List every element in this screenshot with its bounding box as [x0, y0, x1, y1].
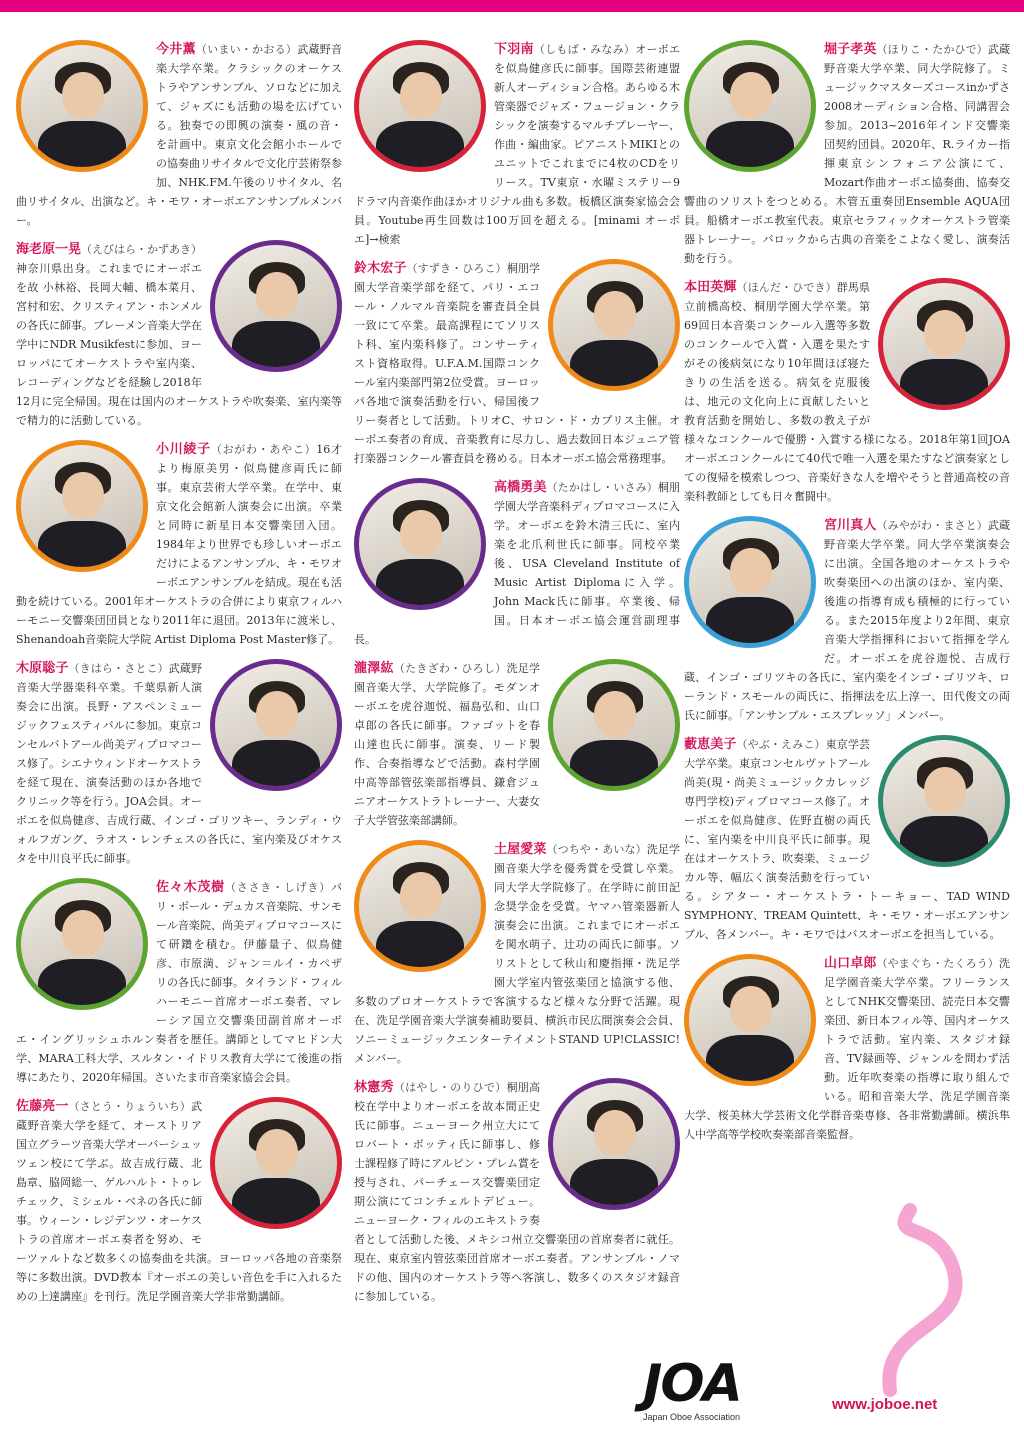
bio-text: 16才より梅原美男・似鳥健彦両氏に師事。東京芸術大学卒業。在学中、東京文化会館新人演奏会に出演。卒業と同時に新星日本交響楽団入団。1984年より世界でも珍しいオーボエだけによるアンサンブル、キ・モワオーボエアンサンブルを結成。現在も活動を続けている。2001年オーケストラの合併により東京フィルハーモニー交響楽団団員となり2011年に退団。2013年に渡米し、Shenandoah音楽院大学院 Artist Diploma Post Master修了。	[16, 443, 342, 646]
bio-kana: （たきざわ・ひろし）	[393, 662, 507, 675]
portrait-icon	[354, 40, 486, 172]
portrait-icon	[684, 516, 816, 648]
bio-kana: （みやがわ・まさと）	[876, 519, 988, 532]
bio-kana: （ささき・しげき）	[224, 881, 331, 894]
bio-yabu	[684, 735, 1010, 944]
bio-kana: （やまぐち・たくろう）	[876, 957, 999, 970]
bio-kana: （おがわ・あやこ）	[210, 443, 317, 456]
column-middle	[354, 40, 680, 1316]
bio-kana: （すずき・ひろこ）	[406, 262, 507, 275]
portrait-icon	[16, 40, 148, 172]
portrait-icon	[878, 278, 1010, 410]
portrait-icon	[210, 659, 342, 791]
bio-text: 洗足学園音楽大学卒業。フリーランスとしてNHK交響楽団、読売日本交響楽団、新日本フィル等、国内オーケストラで活動。室内楽、スタジオ録音、TV録画等、ジャンルを問わず活動。近年吹奏楽の指導に取り組んでいる。昭和音楽大学、洗足学園音楽大学、桜美林大学芸術文化学群音楽専修、各非常勤講師。横浜隼人中学高等学校吹奏楽部音楽監督。	[684, 957, 1010, 1141]
bio-name: 土屋愛菜	[494, 842, 547, 857]
bio-text: 洗足学園音楽大学を優秀賞を受賞し卒業。同大学大学院修了。在学時に前田記念奨学金を受賞。ヤマハ管楽器新人演奏会に出演。これまでにオーボエを関水萌子、辻功の両氏に師事。ソリストとして秋山和慶指揮・洗足学園大学室内管弦楽団と協演する他、多数のプロオーケストラで客演するなど様々な分野で活躍。現在、洗足学園音楽大学演奏補助要員、横浜市民広間演奏会会員、ソニーミュージックエンターテイメントSTAND UP!CLASSIC!メンバー。	[354, 843, 680, 1065]
bio-name: 佐藤亮一	[16, 1099, 69, 1114]
portrait-icon	[684, 40, 816, 172]
portrait-icon	[16, 440, 148, 572]
bio-name: 堀子孝英	[824, 42, 877, 57]
bio-text: 洗足学園音楽大学、大学院修了。モダンオーボエを虎谷迦悦、福島弘和、山口卓郎の各氏に師事。ファゴットを春山達也氏に師事。演奏、リード製作、合奏指導などで活動。森村学園中高等部管弦楽部指導員、鎌倉ジュニアオーケストラトレーナー、大妻女子大学管弦楽部講師。	[354, 662, 541, 827]
bio-name: 木原聡子	[16, 661, 69, 676]
bio-name: 鈴木宏子	[354, 261, 407, 276]
portrait-icon	[16, 878, 148, 1010]
bio-ogawa	[16, 440, 342, 649]
top-accent-bar	[0, 0, 1024, 12]
decorative-swirl-icon	[870, 1200, 990, 1400]
logo-mark: JOA	[643, 1354, 741, 1414]
bio-name: 海老原一晃	[16, 242, 82, 257]
bio-ebihara	[16, 240, 342, 430]
bio-text: 桐朋学園大学音楽科ディプロマコースに入学。オーボエを鈴木清三氏に、室内楽を北爪利世氏に師事。同校卒業後、USA Cleveland Institute of Music Artist Diplomaに入学。John Mack氏に師事。卒業後、帰国。日本オーボエ協会運営副理事長。	[354, 481, 680, 646]
bio-name: 下羽南	[494, 42, 534, 57]
bio-kana: （つちや・あいな）	[546, 843, 647, 856]
portrait-icon	[210, 1097, 342, 1229]
bio-name: 林憲秀	[354, 1080, 394, 1095]
bio-kana: （はやし・のりひで）	[393, 1081, 507, 1094]
bio-text: 群馬県立前橋高校、桐朋学園大学卒業。第69回日本音楽コンクール入選等多数のコンクールで入賞・入選を果たすがその後病気になり10年間ほぼ寝たきりの生活を送る。病気を克服後は、地元の文化向上に貢献したいと教育活動を開始し、多数の教え子が様々なコンクールで優勝・入賞する様になる。2018年第1回JOAオーボエコンクールにて40代で唯一入選を果たすなど演奏家としての復帰を模索しつつ、音楽好きな人を増やそうと普通高校の音楽科教師としても日々奮闘中。	[684, 281, 1010, 503]
portrait-icon	[548, 659, 680, 791]
bio-text: 武蔵野音楽大学卒業、同大学院修了。ミュージックマスターズコースinかずさ2008オーディション合格、同講習会参加。2013~2016年インド交響楽団契約団員。2020年、R.ライカー指揮東京シンフォニア公演にて、Mozart作曲オーボエ協奏曲、協奏交響曲のソリストをつとめる。木管五重奏団Ensemble AQUA団員。船橋オーボエ教室代表。東京セラフィックオーケストラ管楽器トレーナー。バロックから古典の音楽をこよなく愛し、演奏活動を行う。	[684, 43, 1010, 265]
bio-name: 宮川真人	[824, 518, 877, 533]
portrait-icon	[878, 735, 1010, 867]
column-right	[684, 40, 1010, 1154]
bio-kana: （さとう・りょういち）	[68, 1100, 191, 1113]
website-link[interactable]: www.joboe.net	[832, 1396, 938, 1413]
bio-honda	[684, 278, 1010, 506]
bio-name: 藪恵美子	[684, 737, 737, 752]
bio-horiko	[684, 40, 1010, 268]
bio-yamaguchi	[684, 954, 1010, 1144]
bio-kana: （たかはし・いさみ）	[546, 481, 658, 494]
bio-name: 小川綾子	[156, 442, 211, 457]
bio-text: オーボエを似鳥健彦氏に師事。国際芸術連盟新人オーディション合格。あらゆる木管楽器でジャズ・フュージョン・クラシックを演奏するマルチプレーヤー、作曲・編曲家。ピアニストMIKIとのユニットでこれまでに4枚のCDをリリース。TV東京・水曜ミステリー9ドラマ内音楽作曲ほかオリジナル曲も多数。板橋区演奏家協会会員。Youtube再生回数は100万回を超える。[minami オーボエ]→検索	[354, 43, 680, 246]
bio-text: 桐朋高校在学中よりオーボエを故本間正史氏に師事。ニューヨーク州立大にてロバート・ボッティ氏に師事し、修士課程修了時にアルピン・プレム賞を授与され、パーチェース交響楽団定期公演にてコンチェルトデビュー。ニューヨーク・フィルのエキストラ奏者として活動した後、メキシコ州立交響楽団の首席奏者に就任。現在、東京室内管弦楽団首席オーボエ奏者。アンサンブル・ノマドの他、国内のオーケストラ等へ客演し、数多くのスタジオ録音に参加している。	[354, 1081, 680, 1303]
bio-kana: （ほりこ・たかひで）	[876, 43, 988, 56]
bio-name: 佐々木茂樹	[156, 880, 225, 895]
portrait-icon	[684, 954, 816, 1086]
bio-name: 本田英輝	[684, 280, 737, 295]
bio-kana: （ほんだ・ひでき）	[736, 281, 837, 294]
portrait-icon	[354, 840, 486, 972]
joa-logo	[643, 1356, 793, 1436]
bio-sato	[16, 1097, 342, 1306]
portrait-icon	[548, 259, 680, 391]
bio-text: 武蔵野音楽大学卒業。同大学卒業演奏会に出演。全国各地のオーケストラや吹奏楽団への出演のほか、室内楽、後進の指導育成も積極的に行っている。また2015年度より2年間、東京音楽大学指揮科において指揮を学んだ。オーボエを虎谷迦悦、吉成行蔵、インゴ・ゴリツキの各氏に、室内楽をインゴ・ゴリツキ、ローランド・スモールの両氏に、指揮法を広上淳一、田代俊文の両氏に師事。「アンサンブル・エスプレッソ」メンバー。	[684, 519, 1010, 722]
bio-text: 武蔵野音楽大学器楽科卒業。千葉県新人演奏会に出演。長野・アスペンミュージックフェスティバルに参加。東京コンセルバトアール尚美ディプロマコース修了。シエナウィンドオーケストラを経て現在、演奏活動のほか各地でクリニック等を行う。JOA会員。オーボエを似鳥健彦、吉成行蔵、インゴ・ゴリツキー、ランディ・ウォルフガング、ラオス・レンチェスの各氏に、室内楽及びオケスタを中川良平氏に師事。	[16, 662, 342, 865]
bio-sasaki	[16, 878, 342, 1087]
bio-text: 武蔵野音楽大学を経て、オーストリア国立グラーツ音楽大学オーバーシュッツェン校にて学ぶ。故吉成行蔵、北島章、脇岡総一、ゲルハルト・トゥレチェック、ミシェル・ベネの各氏に師事。ウィーン・レジデンツ・オーケストラの首席オーボエ奏者を努め、モーツァルトなど数多くの協奏曲を共演。ヨーロッパ各地の音楽祭等に多数出演。DVD教本『オーボエの美しい音色を手に入れるための上達講座』を刊行。洗足学園音楽大学非常勤講師。	[16, 1100, 342, 1303]
bio-hayashi	[354, 1078, 680, 1306]
bio-name: 瀧澤紘	[354, 661, 394, 676]
portrait-icon	[548, 1078, 680, 1210]
bio-text: 桐朋学園大学音楽学部を経て、パリ・エコール・ノルマル音楽院を審査員全員一致にて卒業。最高課程にてソリスト科、室内楽科修了。コンサーティスト資格取得。U.F.A.M.国際コンクール室内楽部門第2位受賞。ヨーロッパ各地で演奏活動を行い、帰国後フリー奏者として活動。トリオC、サロン・ド・カプリス主催。オーボエ奏者の育成、音楽教育に尽力し、過去数回日本ジュニア管打楽器コンクール審査員を務める。日本オーボエ協会常務理事。	[354, 262, 680, 465]
bio-takahashi	[354, 478, 680, 649]
bio-suzuki	[354, 259, 680, 468]
bio-kana: （いまい・かおる）	[195, 43, 298, 56]
bio-kana: （やぶ・えみこ）	[736, 738, 826, 751]
bio-name: 高橋勇美	[494, 480, 547, 495]
column-left	[16, 40, 342, 1316]
bio-name: 今井薫	[156, 42, 196, 57]
bio-text: 神奈川県出身。これまでにオーボエを故 小林裕、長岡大輔、橋本菜月、宮村和宏、クリスティアン・ホンメルの各氏に師事。ブレーメン音楽大学在学中にNDR Musikfestに参加、ヨーロッパにてオーケストラや室内楽、レコーディングなどを経験し2018年12月に完全帰国。現在は国内のオーケストラや吹奏楽、室内楽等で精力的に活動している。	[16, 262, 342, 427]
bio-text: 武蔵野音楽大学卒業。クラシックのオーケストラやアンサンブル、ソロなどに加えて、ジャズにも活動の場を広げている。独奏での即興の演奏・風の音・を計画中。東京文化会館小ホールでの協奏曲リサイタルで文化庁芸術祭参加、NHK.FM.午後のリサイタル、名曲リサイタル、出演など。キ・モワ・オーボエアンサンブルメンバー。	[16, 43, 343, 227]
portrait-icon	[210, 240, 342, 372]
portrait-icon	[354, 478, 486, 610]
bio-imai	[16, 40, 342, 230]
bio-text: パリ・ボール・デュカス音楽院、サンモール音楽院、尚美ディプロマコースにて研鑽を積む。伊藤量子、似鳥健彦、市原満、ジャン＝ルイ・カペザリの各氏に師事。タイランド・フィルハーモニー首席オーボエ奏者、マレーシア国立交響楽団副首席オーボエ・イングリッシュホルン奏者を歴任。講師としてマヒドン大学、MARA工科大学、スルタン・イドリス教育大学にて後進の指導にあたり、2020年帰国。さいたま市音楽家協会会員。	[16, 881, 342, 1084]
bio-shimoha	[354, 40, 680, 249]
bio-kana: （きはら・さとこ）	[68, 662, 169, 675]
bio-miyakawa	[684, 516, 1010, 725]
bio-takizawa	[354, 659, 680, 830]
bio-tsuchiya	[354, 840, 680, 1068]
bio-kihara	[16, 659, 342, 868]
bio-kana: （えびはら・かずあき）	[81, 243, 203, 256]
logo-subtitle: Japan Oboe Association	[643, 1412, 741, 1422]
bio-name: 山口卓郎	[824, 956, 877, 971]
bio-kana: （しもば・みなみ）	[533, 43, 636, 56]
bio-text: 東京学芸大学卒業。東京コンセルヴァトアール尚美(現・尚美ミュージックカレッジ専門学校)ディプロマコース修了。オーボエを似鳥健彦、佐野直樹の両氏に、室内楽を中川良平氏に師事。現在はオーケストラ、吹奏楽、ミュージカル等、幅広く演奏活動を行っている。シアター・オーケストラ・トーキョー、TAD WIND SYMPHONY、TREAM Quintett、キ・モワ・オーボエアンサンブル、各メンバー。キ・モワではバスオーボエを担当している。	[684, 738, 1010, 941]
